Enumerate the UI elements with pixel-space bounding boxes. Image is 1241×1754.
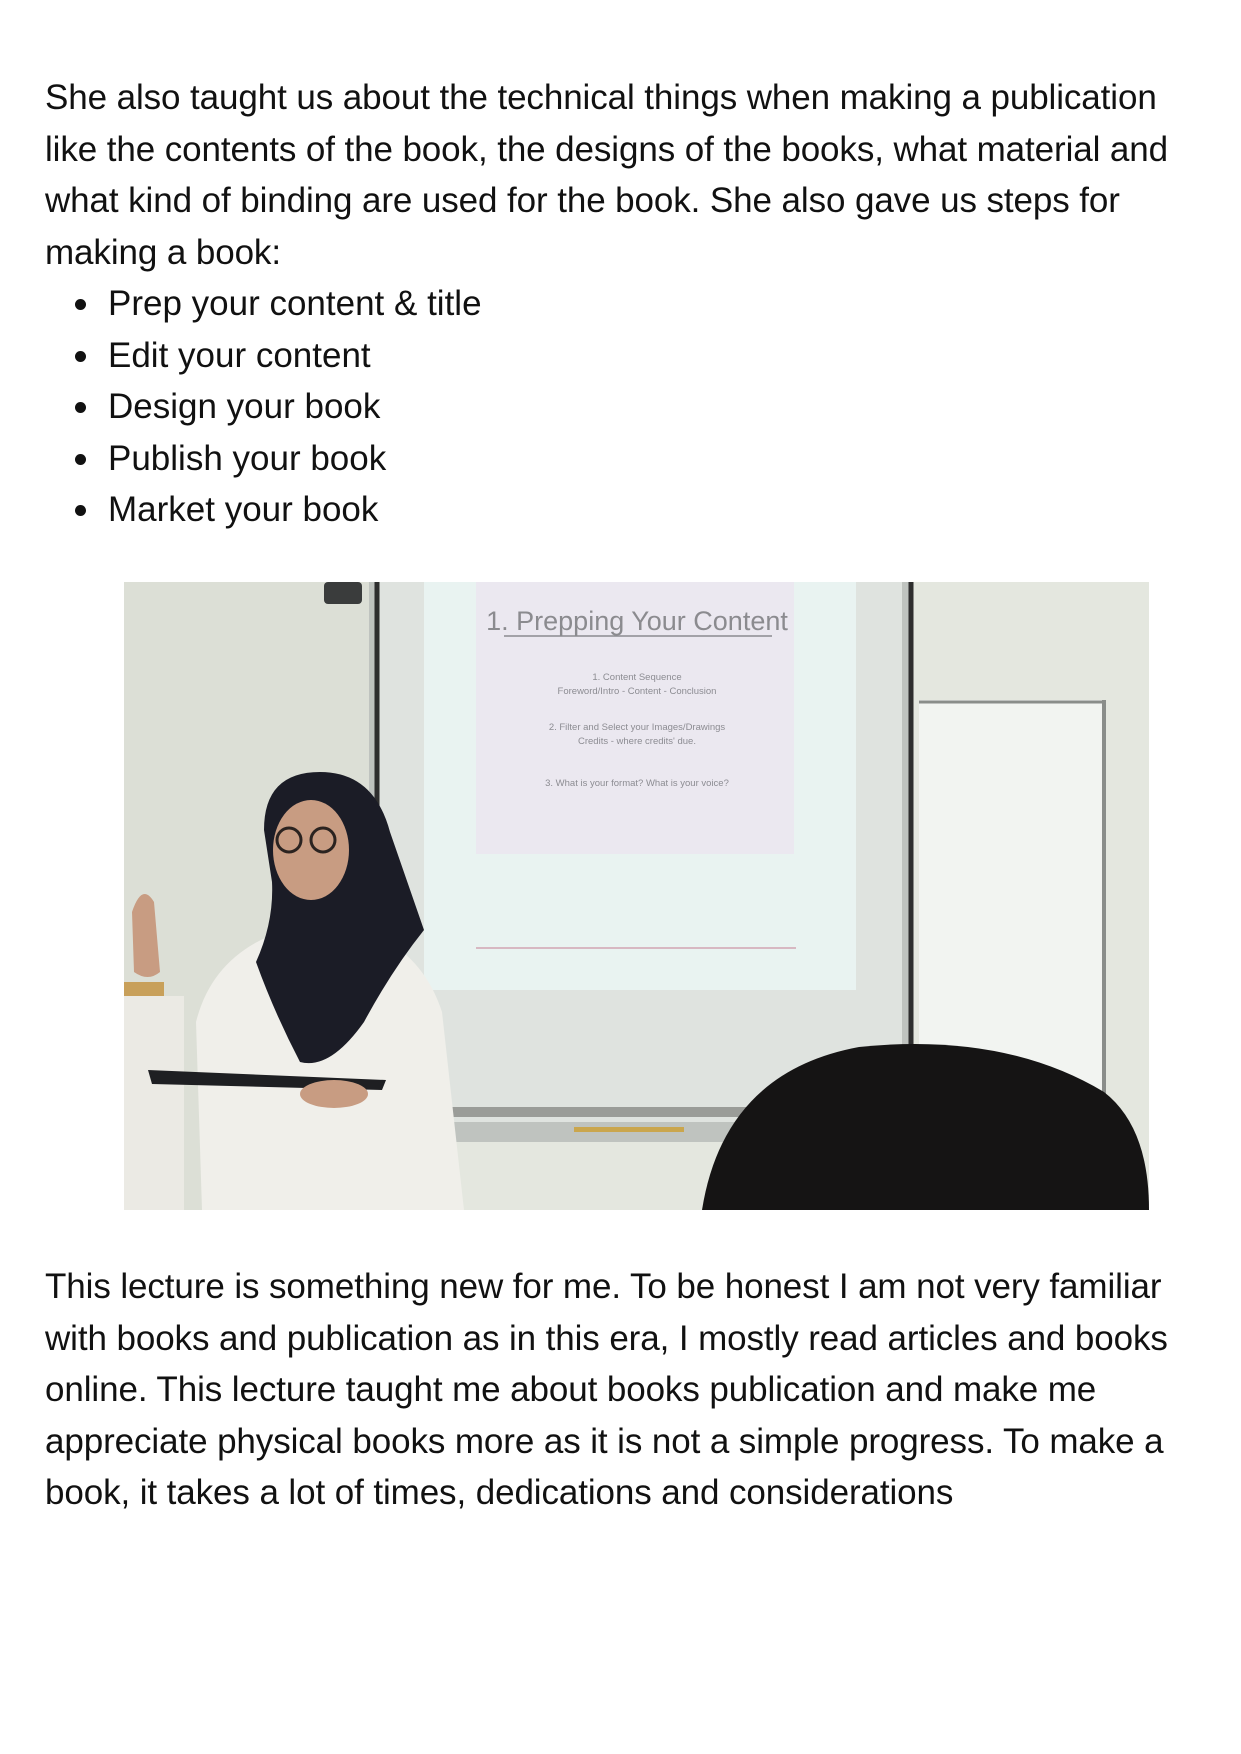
step-text: Publish your book	[108, 438, 387, 478]
slide-line: 3. What is your format? What is your voice?	[545, 778, 729, 789]
steps-list	[45, 278, 482, 536]
lecture-photo	[124, 582, 1149, 1210]
list-item	[45, 330, 482, 382]
bullet-icon	[75, 299, 86, 310]
bullet-icon	[75, 454, 86, 465]
bullet-icon	[75, 505, 86, 516]
slide-line: 2. Filter and Select your Images/Drawings	[548, 722, 726, 733]
step-text: Design your book	[108, 387, 381, 426]
bullet-icon	[75, 351, 86, 362]
list-item	[45, 381, 482, 433]
slide-title: 1. Prepping Your Content	[486, 606, 788, 636]
list-item	[45, 484, 482, 536]
list-item	[45, 433, 482, 485]
step-text: Market your book	[108, 490, 379, 529]
step-text: Edit your content	[108, 335, 371, 375]
slide-line: 1. Content Sequence	[592, 672, 682, 683]
slide-line: Foreword/Intro - Content - Conclusion	[557, 686, 717, 697]
closing-paragraph: This lecture is something new for me. To be honest I am not very familiar with books and publication as in this era, I mostly read articles and books online. This lecture taught me about books publication and make me appreciate physical books more as it is not a simple progress. To make a book, it takes a lot of times, dedications and considerations	[45, 1267, 1168, 1512]
step-text: Prep your content & title	[108, 284, 482, 323]
intro-paragraph: She also taught us about the technical things when making a publication like the contents of the book, the designs of the books, what material and what kind of binding are used for the book. She also gave us steps for making a book:	[45, 78, 1169, 272]
bullet-icon	[75, 402, 86, 413]
list-item	[45, 278, 482, 330]
slide-line: Credits - where credits' due.	[578, 736, 696, 747]
